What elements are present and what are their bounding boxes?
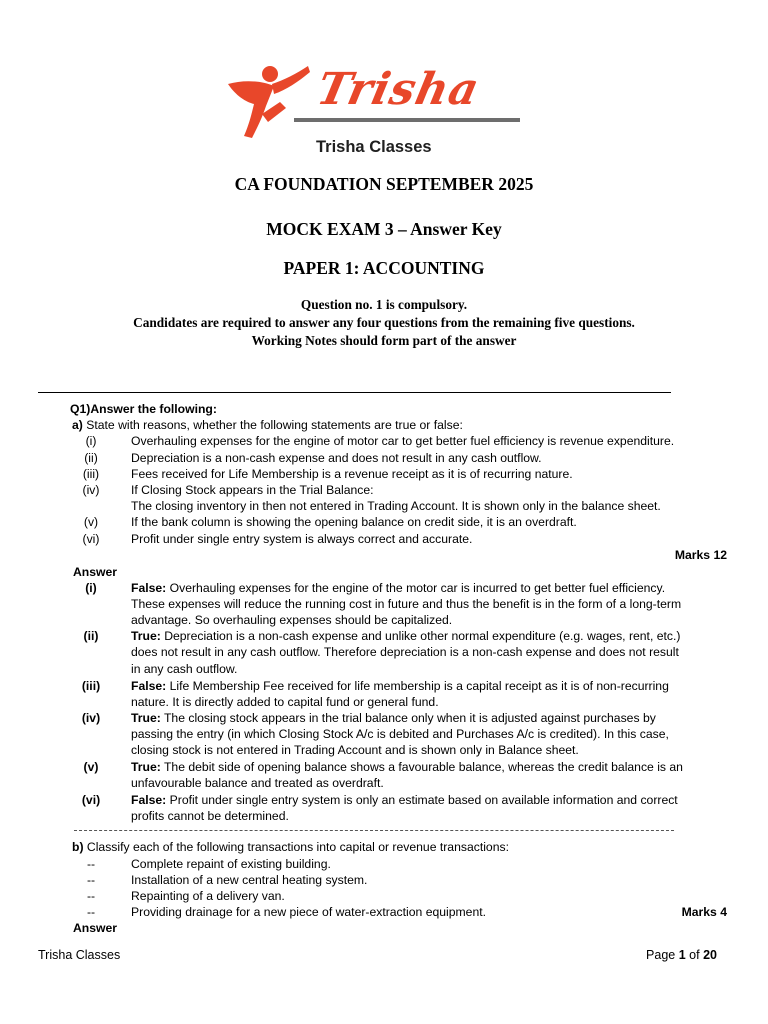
answer-text: True: The debit side of opening balance shows a favourable balance, whereas the credit balance is an (131, 760, 683, 774)
answer-text: True: Depreciation is a non-cash expense and unlike other normal expenditure (e.g. wages, rent, etc.) (131, 629, 681, 643)
statement-text-cont: The closing inventory in then not entered in Trading Account. It is shown only in the balance sheet. (131, 499, 661, 513)
q1a-prompt (72, 417, 463, 433)
logo-figure-body (228, 81, 274, 138)
footer-brand: Trisha Classes (38, 948, 121, 962)
answer-num: (i) (85, 581, 97, 595)
brand-name: Trisha Classes (316, 138, 432, 156)
q1a-label: a) (72, 418, 83, 432)
answer-label: Answer (73, 565, 118, 579)
answer-num: (iii) (81, 679, 101, 693)
answer-text: True: The closing stock appears in the trial balance only when it is adjusted against purchases by (131, 711, 656, 725)
instruction-2: Candidates are required to answer any four questions from the remaining five questions. (133, 315, 635, 330)
transaction-item: Repainting of a delivery van. (131, 889, 285, 903)
q1-heading: Q1)Answer the following: (70, 402, 217, 416)
answer-text: unfavourable balance and treated as overdraft. (131, 776, 384, 790)
exam-title: CA FOUNDATION SEPTEMBER 2025 (234, 174, 534, 194)
transaction-item: Installation of a new central heating system. (131, 873, 368, 887)
statement-num: (v) (83, 515, 99, 529)
answer-key-title: MOCK EXAM 3 – Answer Key (266, 219, 502, 239)
statement-text: If the bank column is showing the opening balance on credit side, it is an overdraft. (131, 515, 577, 529)
answer-num: (v) (83, 760, 99, 774)
answer-text: nature. It is directly added to capital fund or general fund. (131, 695, 439, 709)
answer-num: (ii) (83, 629, 99, 643)
bullet-dash: -- (86, 905, 96, 919)
answer-text: False: Life Membership Fee received for life membership is a capital receipt as it is of non-recurring (131, 679, 669, 693)
answer-text: profits cannot be determined. (131, 809, 289, 823)
answer-text: does not result in any cash outflow. Therefore depreciation is a non-cash expense and does not result (131, 645, 679, 659)
answer-num: (vi) (81, 793, 101, 807)
answer-verdict: False: (131, 581, 167, 595)
q1b-prompt-text: Classify each of the following transactions into capital or revenue transactions: (86, 840, 509, 854)
paper-title: PAPER 1: ACCOUNTING (283, 258, 485, 278)
logo-wordmark: Trisha (312, 64, 485, 115)
logo-underline (294, 118, 520, 122)
instruction-1: Question no. 1 is compulsory. (300, 297, 468, 312)
total-pages: 20 (703, 948, 717, 962)
q1b-label: b) (72, 840, 84, 854)
page-number: Page 1 of 20 (646, 948, 717, 962)
answer-text: in any cash outflow. (131, 662, 238, 676)
statement-text: Profit under single entry system is always correct and accurate. (131, 532, 473, 546)
bullet-dash: -- (86, 889, 96, 903)
statement-num: (iii) (82, 467, 100, 481)
answer-verdict: False: (131, 679, 167, 693)
divider-line (38, 392, 671, 393)
answer-text: closing stock is not entered in Trading Account and is shown only in Balance sheet. (131, 743, 579, 757)
marks-12: Marks 12 (674, 548, 727, 562)
answer-num: (iv) (81, 711, 101, 725)
statement-text: Overhauling expenses for the engine of motor car to get better fuel efficiency is revenue expenditure. (131, 434, 675, 448)
answer-verdict: True: (131, 629, 161, 643)
statement-num: (iv) (82, 483, 100, 497)
marks-4: Marks 4 (681, 905, 727, 919)
q1b-prompt (72, 839, 509, 855)
logo-figure-arm (272, 66, 310, 94)
statement-num: (vi) (82, 532, 100, 546)
answer-text: These expenses will reduce the running cost in future and thus the benefit is in the form of a long-term (131, 597, 682, 611)
answer-text: passing the entry (in which Closing Stock A/c is debited and Purchases A/c is credited). In this case, (131, 727, 669, 741)
statement-num: (i) (85, 434, 97, 448)
answer-text: False: Overhauling expenses for the engine of the motor car is incurred to get better fuel efficiency. (131, 581, 666, 595)
bullet-dash: -- (86, 857, 96, 871)
answer-verdict: False: (131, 793, 167, 807)
logo-figure-head (262, 66, 278, 82)
answer-verdict: True: (131, 760, 161, 774)
answer-text: False: Profit under single entry system is only an estimate based on available information and correct (131, 793, 678, 807)
answer-text: advantage. So overhauling expenses should be capitalized. (131, 613, 453, 627)
answer-label: Answer (73, 921, 118, 935)
statement-text: Fees received for Life Membership is a revenue receipt as it is of recurring nature. (131, 467, 573, 481)
answer-verdict: True: (131, 711, 161, 725)
current-page: 1 (678, 948, 686, 962)
bullet-dash: -- (86, 873, 96, 887)
statement-num: (ii) (84, 451, 98, 465)
statement-text: If Closing Stock appears in the Trial Balance: (131, 483, 374, 497)
q1a-prompt-text: State with reasons, whether the following statements are true or false: (86, 418, 463, 432)
statement-text: Depreciation is a non-cash expense and does not result in any cash outflow. (131, 451, 542, 465)
dashed-separator (74, 830, 674, 831)
transaction-item: Providing drainage for a new piece of water-extraction equipment. (131, 905, 486, 919)
transaction-item: Complete repaint of existing building. (131, 857, 331, 871)
instruction-3: Working Notes should form part of the answer (251, 333, 517, 348)
